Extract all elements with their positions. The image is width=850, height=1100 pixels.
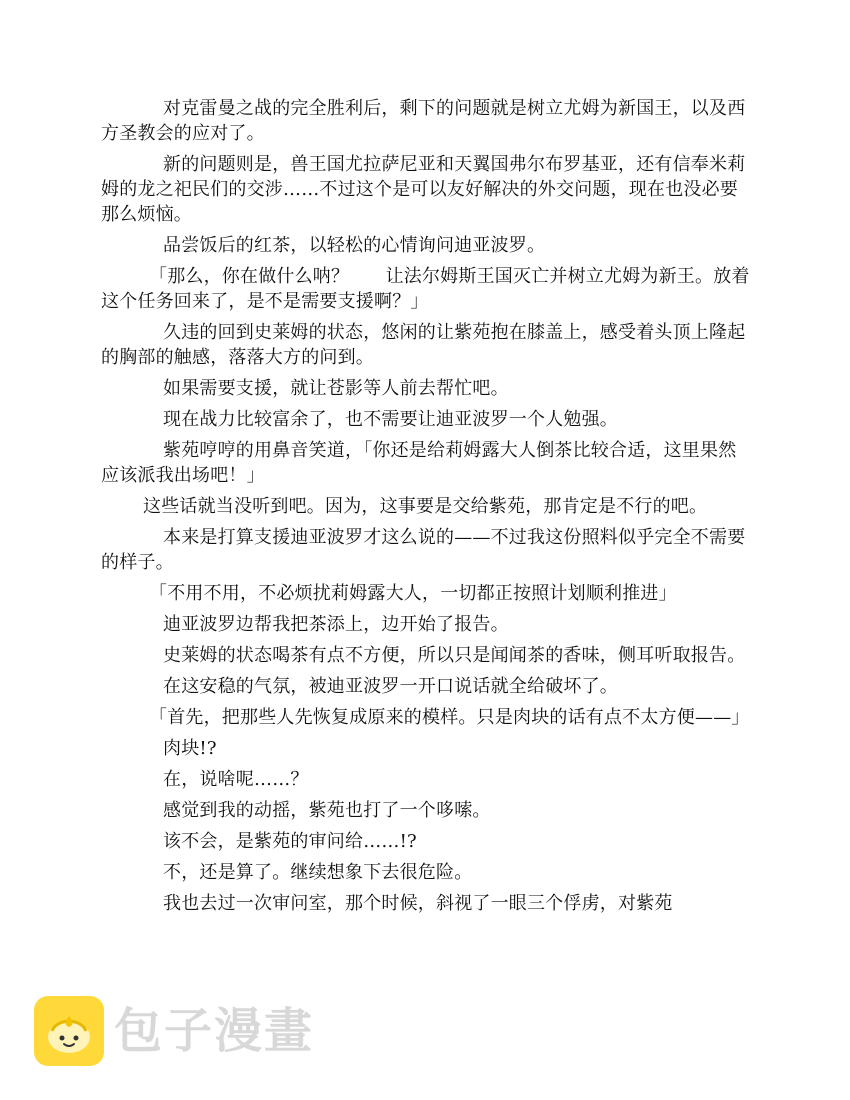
paragraph-21: 我也去过一次审问室，那个时候，斜视了一眼三个俘虏，对紫苑 [163, 893, 673, 914]
body-text [101, 96, 751, 922]
paragraph-8: 紫苑哼哼的用鼻音笑道，「你还是给莉姆露大人倒茶比较合适，这里果然应该派我出场吧！」 [101, 440, 737, 486]
paragraph-12: 迪亚波罗边帮我把茶添上，边开始了报告。 [163, 614, 509, 635]
paragraph-3: 品尝饭后的红茶，以轻松的心情询问迪亚波罗。 [163, 235, 546, 256]
paragraph-13: 史莱姆的状态喝茶有点不方便，所以只是闻闻茶的香味，侧耳听取报告。 [163, 645, 746, 666]
paragraph-15-dialogue: 「首先，把那些人先恢复成原来的模样。只是肉块的话有点不太方便——」 [149, 707, 750, 728]
paragraph-20: 不，还是算了。继续想象下去很危险。 [163, 862, 473, 883]
paragraph-14: 在这安稳的气氛，被迪亚波罗一开口说话就全给破坏了。 [163, 676, 618, 697]
paragraph-19: 该不会，是紫苑的审问给……!? [163, 831, 417, 852]
paragraph-1: 对克雷曼之战的完全胜利后，剩下的问题就是树立尤姆为新国王，以及西方圣教会的应对了。 [101, 98, 746, 144]
paragraph-11-dialogue: 「不用不用，不必烦扰莉姆露大人，一切都正按照计划顺利推进」 [149, 583, 677, 604]
paragraph-17: 在，说啥呢……？ [163, 769, 309, 790]
paragraph-10: 本来是打算支援迪亚波罗才这么说的——不过我这份照料似乎完全不需要的样子。 [101, 527, 746, 573]
paragraph-4-dialogue: 「那么，你在做什么呐？ 让法尔姆斯王国灭亡并树立尤姆为新王。放着这个任务回来了，是不是需要支援啊？」 [101, 266, 750, 312]
paragraph-5: 久违的回到史莱姆的状态，悠闲的让紫苑抱在膝盖上，感受着头顶上隆起的胸部的触感，落落大方的问到。 [101, 322, 746, 368]
watermark-text: 包子漫畫 [114, 1003, 315, 1059]
paragraph-18: 感觉到我的动摇，紫苑也打了一个哆嗦。 [163, 800, 491, 821]
paragraph-7: 现在战力比较富余了，也不需要让迪亚波罗一个人勉强。 [163, 409, 618, 430]
paragraph-6: 如果需要支援，就让苍影等人前去帮忙吧。 [163, 378, 509, 399]
paragraph-9: 这些话就当没听到吧。因为，这事要是交给紫苑，那肯定是不行的吧。 [143, 496, 708, 517]
baozi-logo-icon [34, 996, 104, 1066]
paragraph-2: 新的问题则是，兽王国尤拉萨尼亚和天翼国弗尔布罗基亚，还有信奉米莉姆的龙之祀民们的交涉……不过这个是可以友好解决的外交问题，现在也没必要那么烦恼。 [101, 154, 746, 225]
paragraph-16: 肉块!? [163, 738, 217, 759]
watermark [34, 995, 314, 1067]
